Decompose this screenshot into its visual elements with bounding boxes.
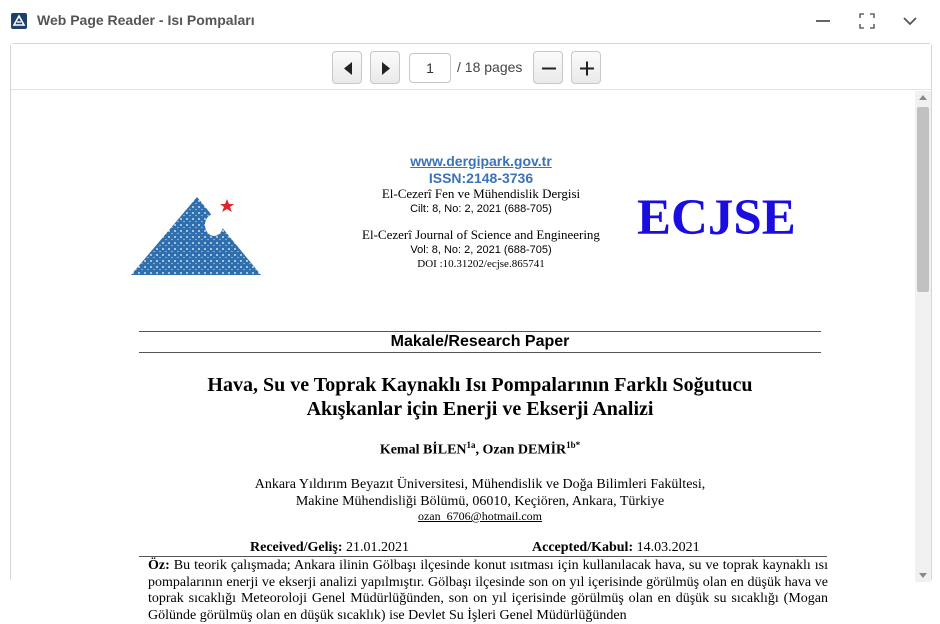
- zoom-out-button[interactable]: [533, 51, 563, 84]
- chevron-down-icon[interactable]: [899, 10, 921, 32]
- author-name: Kemal BİLEN: [379, 442, 467, 458]
- accepted-date: [532, 540, 700, 556]
- author-list: [139, 440, 821, 459]
- minimize-icon[interactable]: [812, 10, 834, 32]
- journal-brand: ECJSE: [637, 190, 796, 246]
- zoom-in-button[interactable]: [571, 51, 601, 84]
- accepted-label: Accepted/Kabul:: [532, 540, 634, 555]
- paper-title-line: Akışkanlar için Enerji ve Ekserji Analizi: [306, 398, 654, 420]
- affiliation: [139, 476, 821, 510]
- author-affiliation-mark: 1b*: [566, 440, 581, 450]
- total-pages-label: / 18 pages: [457, 59, 523, 75]
- divider: [139, 352, 821, 353]
- pdf-page: [11, 91, 915, 623]
- zoom-out-icon: [534, 52, 564, 85]
- abstract-text: Bu teorik çalışmada; Ankara ilinin Gölbaşı ilçesinde konut ısıtması için kullanılacak hava, su ve toprak kaynaklı ısı pompalarının enerji ve ekserji analizi yapılmıştır. Gölbaşı ilçesinde son on yıl içerisinde görülmüş olan en düşük hava ve toprak sıcaklığı Meteoroloji Genel Müdürlüğünden, son on yıl içerisinde görülmüş olan en düşük su sıcaklığı (Mogan Gölünde görülmüş olan en düşük sıcaklık) ise Devlet Su İşleri Genel Müdürlüğünden: [148, 558, 828, 623]
- author-name: Ozan DEMİR: [482, 442, 567, 458]
- scroll-up-icon[interactable]: [919, 95, 927, 100]
- paper-title-line: Hava, Su ve Toprak Kaynaklı Isı Pompalarının Farklı Soğutucu: [207, 374, 753, 396]
- document-viewer: [10, 43, 932, 623]
- divider: [139, 556, 827, 557]
- pdf-toolbar: [11, 44, 931, 90]
- app-logo-icon: [11, 13, 27, 29]
- prev-page-icon: [333, 52, 363, 85]
- scroll-down-icon[interactable]: [919, 573, 927, 578]
- next-page-button[interactable]: [370, 51, 400, 84]
- affiliation-line: Makine Mühendisliği Bölümü, 06010, Keçiören, Ankara, Türkiye: [295, 494, 665, 509]
- journal-header: [321, 153, 641, 271]
- journal-doi: DOI :10.31202/ecjse.865741: [417, 258, 545, 270]
- window-title: Web Page Reader - Isı Pompaları: [37, 12, 255, 28]
- author-separator: ,: [475, 442, 483, 458]
- fullscreen-icon[interactable]: [856, 10, 878, 32]
- received-date: [250, 540, 409, 556]
- journal-name-tr: El-Cezerî Fen ve Mühendislik Dergisi: [381, 186, 581, 201]
- journal-issn: ISSN:2148-3736: [428, 170, 534, 186]
- journal-logo: [131, 169, 263, 277]
- author-affiliation-mark: 1a: [466, 440, 476, 450]
- prev-page-button[interactable]: [332, 51, 362, 84]
- journal-volume-en: Vol: 8, No: 2, 2021 (688-705): [410, 244, 552, 256]
- journal-name-en: El-Cezerî Journal of Science and Engineering: [362, 227, 600, 242]
- received-value: 21.01.2021: [346, 540, 410, 555]
- window-titlebar: [0, 0, 940, 42]
- received-label: Received/Geliş:: [250, 540, 343, 555]
- divider: [139, 331, 821, 332]
- journal-volume-tr: Cilt: 8, No: 2, 2021 (688-705): [410, 203, 552, 215]
- journal-website-link[interactable]: www.dergipark.gov.tr: [410, 153, 552, 169]
- page-number-input[interactable]: [409, 53, 451, 83]
- scroll-thumb[interactable]: [917, 107, 929, 292]
- accepted-value: 14.03.2021: [636, 540, 700, 555]
- zoom-in-icon: [572, 52, 602, 85]
- abstract: [148, 558, 828, 624]
- affiliation-line: Ankara Yıldırım Beyazıt Üniversitesi, Mühendislik ve Doğa Bilimleri Fakültesi,: [254, 477, 706, 492]
- author-email[interactable]: ozan_6706@hotmail.com: [417, 509, 543, 523]
- section-label: Makale/Research Paper: [390, 333, 570, 350]
- abstract-label: Öz:: [148, 558, 170, 573]
- paper-title: [139, 373, 821, 421]
- vertical-scrollbar[interactable]: [915, 91, 931, 582]
- next-page-icon: [371, 52, 401, 85]
